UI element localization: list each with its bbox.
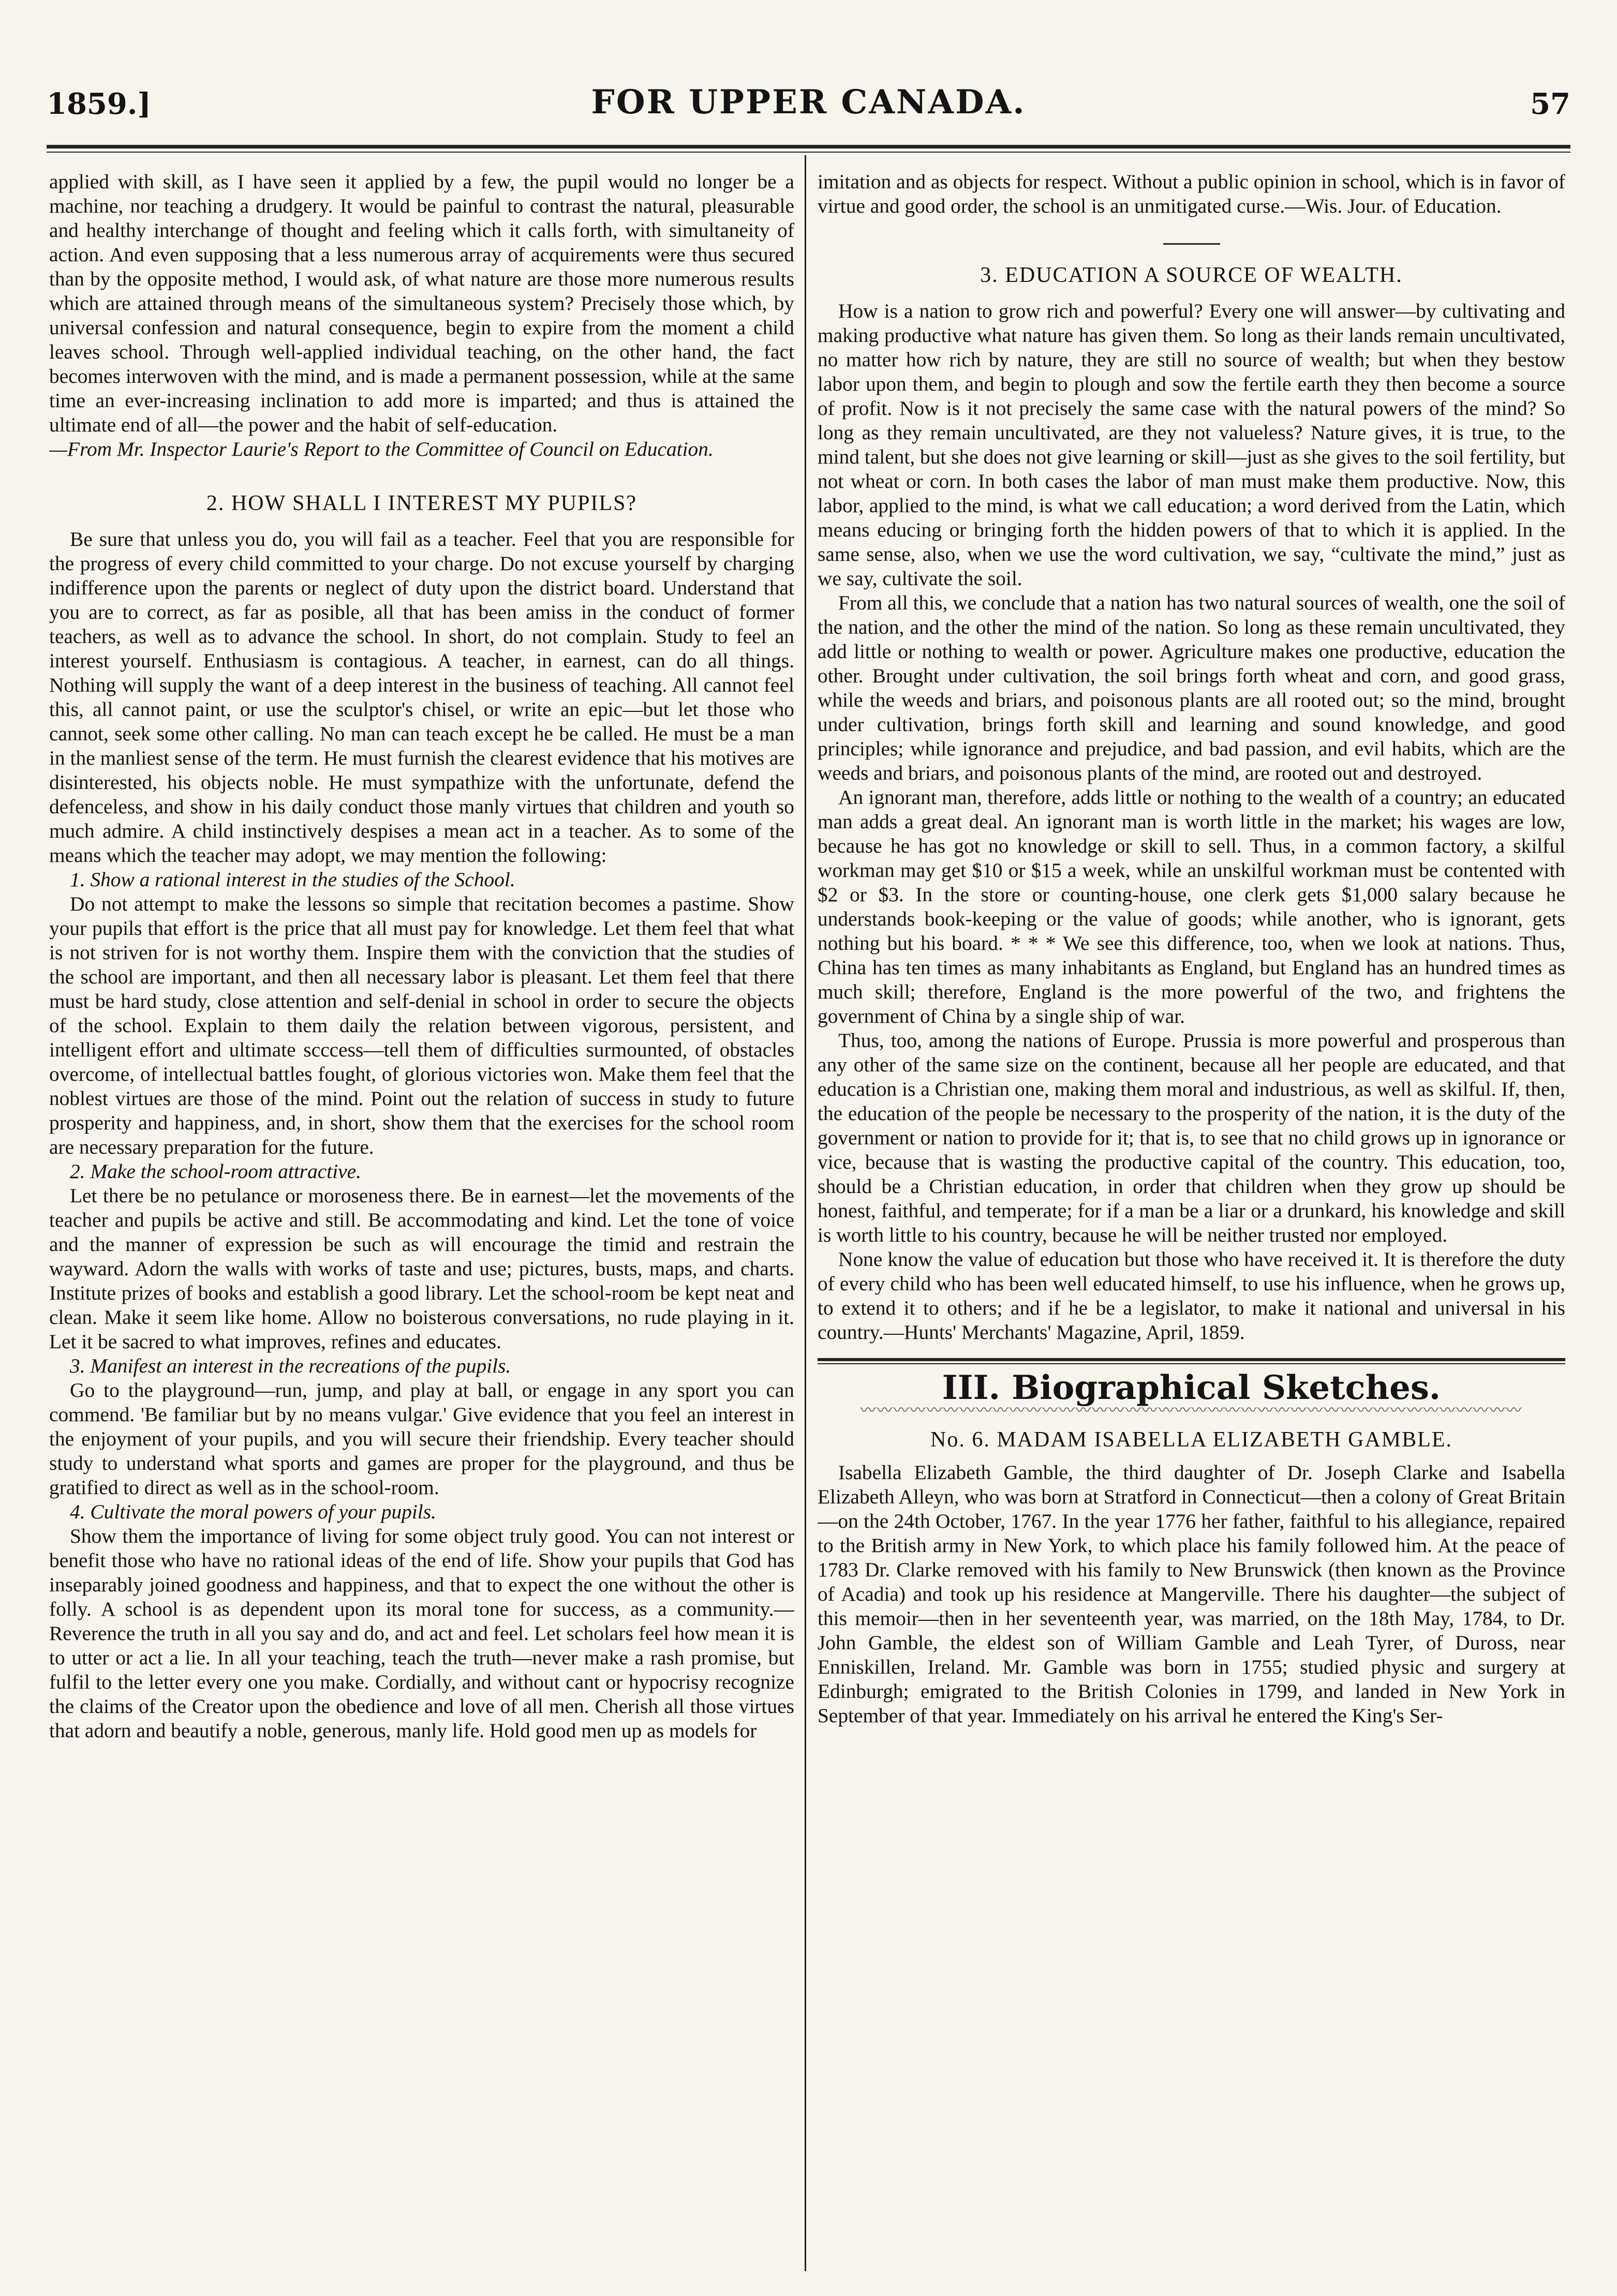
wavy-rule: 〰〰〰〰〰〰〰〰〰〰〰〰〰〰〰〰〰〰〰〰〰〰〰〰〰〰〰〰〰〰〰〰〰〰〰〰〰〰〰〰 — [860, 1402, 1523, 1419]
subheading: 4. Cultivate the moral powers of your pupils. — [70, 1500, 436, 1523]
column-divider — [805, 155, 806, 2271]
heading-education-wealth: 3. EDUCATION A SOURCE OF WEALTH. — [980, 263, 1403, 287]
header-title: FOR UPPER CANADA. — [591, 83, 1026, 122]
heading-interest-pupils: 2. HOW SHALL I INTEREST MY PUPILS? — [206, 491, 637, 515]
article-paragraph: Let there be no petulance or moroseness there. Be in earnest—let the movements of the teacher and pupils be active and still. Be accommodating and kind. Let the tone of voice and the manner of expression be such as will encourage the timid and restrain the wayward. Adorn the walls with works of taste and use; pictures, busts, maps, and charts. Institute prizes of books and establish a good library. Let the school-room be kept neat and clean. Make it seem like home. Allow no boisterous conversations, no rude playing in it. Let it be sacred to what improves, refines and educates. — [49, 1184, 794, 1353]
section-rule — [818, 1358, 1565, 1364]
section-title: III. Biographical Sketches. — [942, 1368, 1441, 1407]
article-paragraph: Go to the playground—run, jump, and play at ball, or engage in any sport you can commend. 'Be familiar but by no means vulgar.' Give evidence that you feel an interest in the enjoyment of your pupils, and you will secure their friendship. Every teacher should study to understand what sports and games are proper for the playground, and thus be gratified to direct as well as in the school-room. — [49, 1379, 794, 1499]
subheading: 1. Show a rational interest in the studies of the School. — [70, 868, 515, 891]
article-paragraph: Show them the importance of living for some object truly good. You can not interest or benefit those who have no rational ideas of the end of life. Show your pupils that God has inseparably joined goodness and happiness, and that to expect the one without the other is folly. A school is as dependent upon its moral tone for success, as a community.—Reverence the truth in all you say and do, and act and feel. Let scholars feel how mean it is to utter or act a lie. In all your teaching, teach the truth—never make a rash promise, but fulfil to the letter every one you make. Cordially, and without cant or hypocrisy recognize the claims of the Creator upon the obedience and love of all men. Cherish all those virtues that adorn and beautify a noble, generous, manly life. Hold good men up as models for — [49, 1525, 794, 1742]
short-rule — [1163, 243, 1220, 245]
header-year: 1859.] — [47, 87, 151, 121]
subheading: 2. Make the school-room attractive. — [70, 1160, 361, 1183]
right-column — [818, 170, 1565, 2270]
left-column — [49, 170, 794, 2270]
intro-source: —From Mr. Inspector Laurie's Report to the Committee of Council on Education. — [49, 438, 714, 460]
article-paragraph: None know the value of education but those who have received it. It is therefore the duty of every child who has been well educated himself, to use his influence, when he grows up, to extend it to others; and if he be a legislator, to make it national and universal in his country.—Hunts' Merchants' Magazine, April, 1859. — [818, 1248, 1565, 1344]
header-page-number: 57 — [1530, 87, 1570, 121]
bio-heading: No. 6. MADAM ISABELLA ELIZABETH GAMBLE. — [930, 1428, 1452, 1452]
article-paragraph: Be sure that unless you do, you will fail as a teacher. Feel that you are responsible for the progress of every child committed to your charge. Do not excuse yourself by charging indifference upon the parents or neglect of duty upon the district board. Understand that you are to correct, as far as posible, all that has been amiss in the conduct of former teachers, as well as to advance the school. In short, do not complain. Study to feel an interest yourself. Enthusiasm is contagious. A teacher, in earnest, can do all things. Nothing will supply the want of a deep interest in the business of teaching. All cannot feel this, all cannot paint, or use the sculptor's chisel, or write an epic—but let those who cannot, seek some other calling. No man can teach except he be called. He must be a man in the manliest sense of the term. He must furnish the clearest evidence that his motives are disinterested, his objects noble. He must sympathize with the unfortunate, defend the defenceless, and show in his daily conduct those manly virtues that children and youth so much admire. A child instinctively despises a mean act in a teacher. As to some of the means which the teacher may adopt, we may mention the following: — [49, 528, 794, 867]
article-paragraph: From all this, we conclude that a nation has two natural sources of wealth, one the soil of the nation, and the other the mind of the nation. So long as these remain uncultivated, they add little or nothing to wealth or power. Agriculture makes one productive, education the other. Brought under cultivation, the soil brings forth wheat and corn, and good grass, while the weeds and briars, and poisonous plants are all rooted out; so the mind, brought under cultivation, brings forth skill and learning and sound knowledge, and good principles; while ignorance and prejudice, and bad passion, and evil habits, which are the weeds and briars, and poisonous plants of the mind, are rooted out and destroyed. — [818, 591, 1565, 784]
page-header — [47, 78, 1570, 124]
intro-paragraph: applied with skill, as I have seen it applied by a few, the pupil would no longer be a machine, nor teaching a drudgery. It would be painful to contrast the natural, pleasurable and healthy interchange of thought and feeling which it calls forth, with simultaneity of action. And even supposing that a less numerous array of acquirements were thus secured than by the opposite method, I would ask, of what nature are those more numerous results which are attained through means of the simultaneous system? Precisely those which, by universal confession and natural consequence, begin to expire from the moment a child leaves school. Through well-applied individual teaching, on the other hand, the fact becomes interwoven with the mind, and is made a permanent possession, while at the same time an ever-increasing inclination to add more is imparted; and thus is attained the ultimate end of all—the power and the habit of self-education. — [49, 170, 794, 436]
article-paragraph: Do not attempt to make the lessons so simple that recitation becomes a pastime. Show your pupils that effort is the price that all must pay for knowledge. Let them feel that what is not striven for is not worthy them. Inspire them with the conviction that the studies of the school are important, and then all necessary labor is pleasant. Let them feel that there must be hard study, close attention and self-denial in school in order to secure the objects of the school. Explain to them daily the relation between vigorous, persistent, and intelligent effort and ultimate scccess—tell them of difficulties surmounted, of obstacles overcome, of intellectual battles fought, of glorious victories won. Make them feel that the noblest virtues are those of the mind. Point out the relation of success in study to future prosperity and happiness, and, in short, show them that the exercises for the school room are necessary preparation for the future. — [49, 892, 794, 1158]
bio-paragraph: Isabella Elizabeth Gamble, the third daughter of Dr. Joseph Clarke and Isabella Elizabeth Alleyn, who was born at Stratford in Connecticut—then a colony of Great Britain—on the 24th October, 1767. In the year 1776 her father, faithful to his allegiance, repaired to the British army in New York, to which place his family followed him. At the peace of 1783 Dr. Clarke removed with his family to New Brunswick (then known as the Province of Acadia) and took up his residence at Mangerville. There his daughter—the subject of this memoir—then in her seventeenth year, was married, on the 18th May, 1784, to Dr. John Gamble, the eldest son of William Gamble and Leah Tyrer, of Duross, near Enniskillen, Ireland. Mr. Gamble was born in 1755; studied physic and surgery at Edinburgh; emigrated to the British Colonies in 1799, and landed in New York in September of that year. Immediately on his arrival he entered the King's Ser- — [818, 1461, 1565, 1727]
article-paragraph: Thus, too, among the nations of Europe. Prussia is more powerful and prosperous than any other of the same size on the continent, because all her people are educated, and that education is a Christian one, making them moral and industrious, as well as skilful. If, then, the education of the people be necessary to the prosperity of the nation, it is the duty of the government or nation to provide for it; that is, to see that no child grows up in ignorance or vice, because that is wasting the productive capital of the country. This education, too, should be a Christian education, in order that children when they grow up should be honest, faithful, and temperate; for if a man be a liar or a drunkard, his knowledge and skill is worth little to his country, because he will be neither trusted nor employed. — [818, 1029, 1565, 1246]
continued-paragraph: imitation and as objects for respect. Without a public opinion in school, which is in favor of virtue and good order, the school is an unmitigated curse.—Wis. Jour. of Education. — [818, 170, 1565, 217]
subheading: 3. Manifest an interest in the recreations of the pupils. — [70, 1354, 511, 1377]
article-paragraph: How is a nation to grow rich and powerful? Every one will answer—by cultivating and making productive what nature has given them. So long as their lands remain uncultivated, no matter how rich by nature, they are still no source of wealth; but when they bestow labor upon them, and begin to plough and sow the fertile earth they then become a source of profit. Now is it not precisely the same case with the natural powers of the mind? So long as they remain uncultivated, are they not valueless? Nature gives, it is true, to the mind talent, but she does not give learning or skill—just as she gives to the soil fertility, but not wheat or corn. In both cases the labor of man must make them productive. Now, this labor, applied to the mind, is what we call education; a word derived from the Latin, which means educing or bringing forth the hidden powers of that to which it is applied. In the same sense, also, when we use the word cultivation, we say, “cultivate the mind,” just as we say, cultivate the soil. — [818, 300, 1565, 590]
article-paragraph: An ignorant man, therefore, adds little or nothing to the wealth of a country; an educated man adds a great deal. An ignorant man is worth little in the market; his wages are low, because he has got no knowledge or skill to sell. Thus, in a common factory, a skilful workman may get $10 or $15 a week, while an unskilful workman must be contented with $2 or $3. In the store or counting-house, one clerk gets $1,000 salary because he understands book-keeping or the value of goods; while another, who is ignorant, gets nothing but his board. * * * We see this difference, too, when we look at nations. Thus, China has ten times as many inhabitants as England, but England has an hundred times as much skill; therefore, England is the more powerful of the two, and frightens the government of China by a single ship of war. — [818, 786, 1565, 1027]
header-rule — [47, 145, 1570, 153]
